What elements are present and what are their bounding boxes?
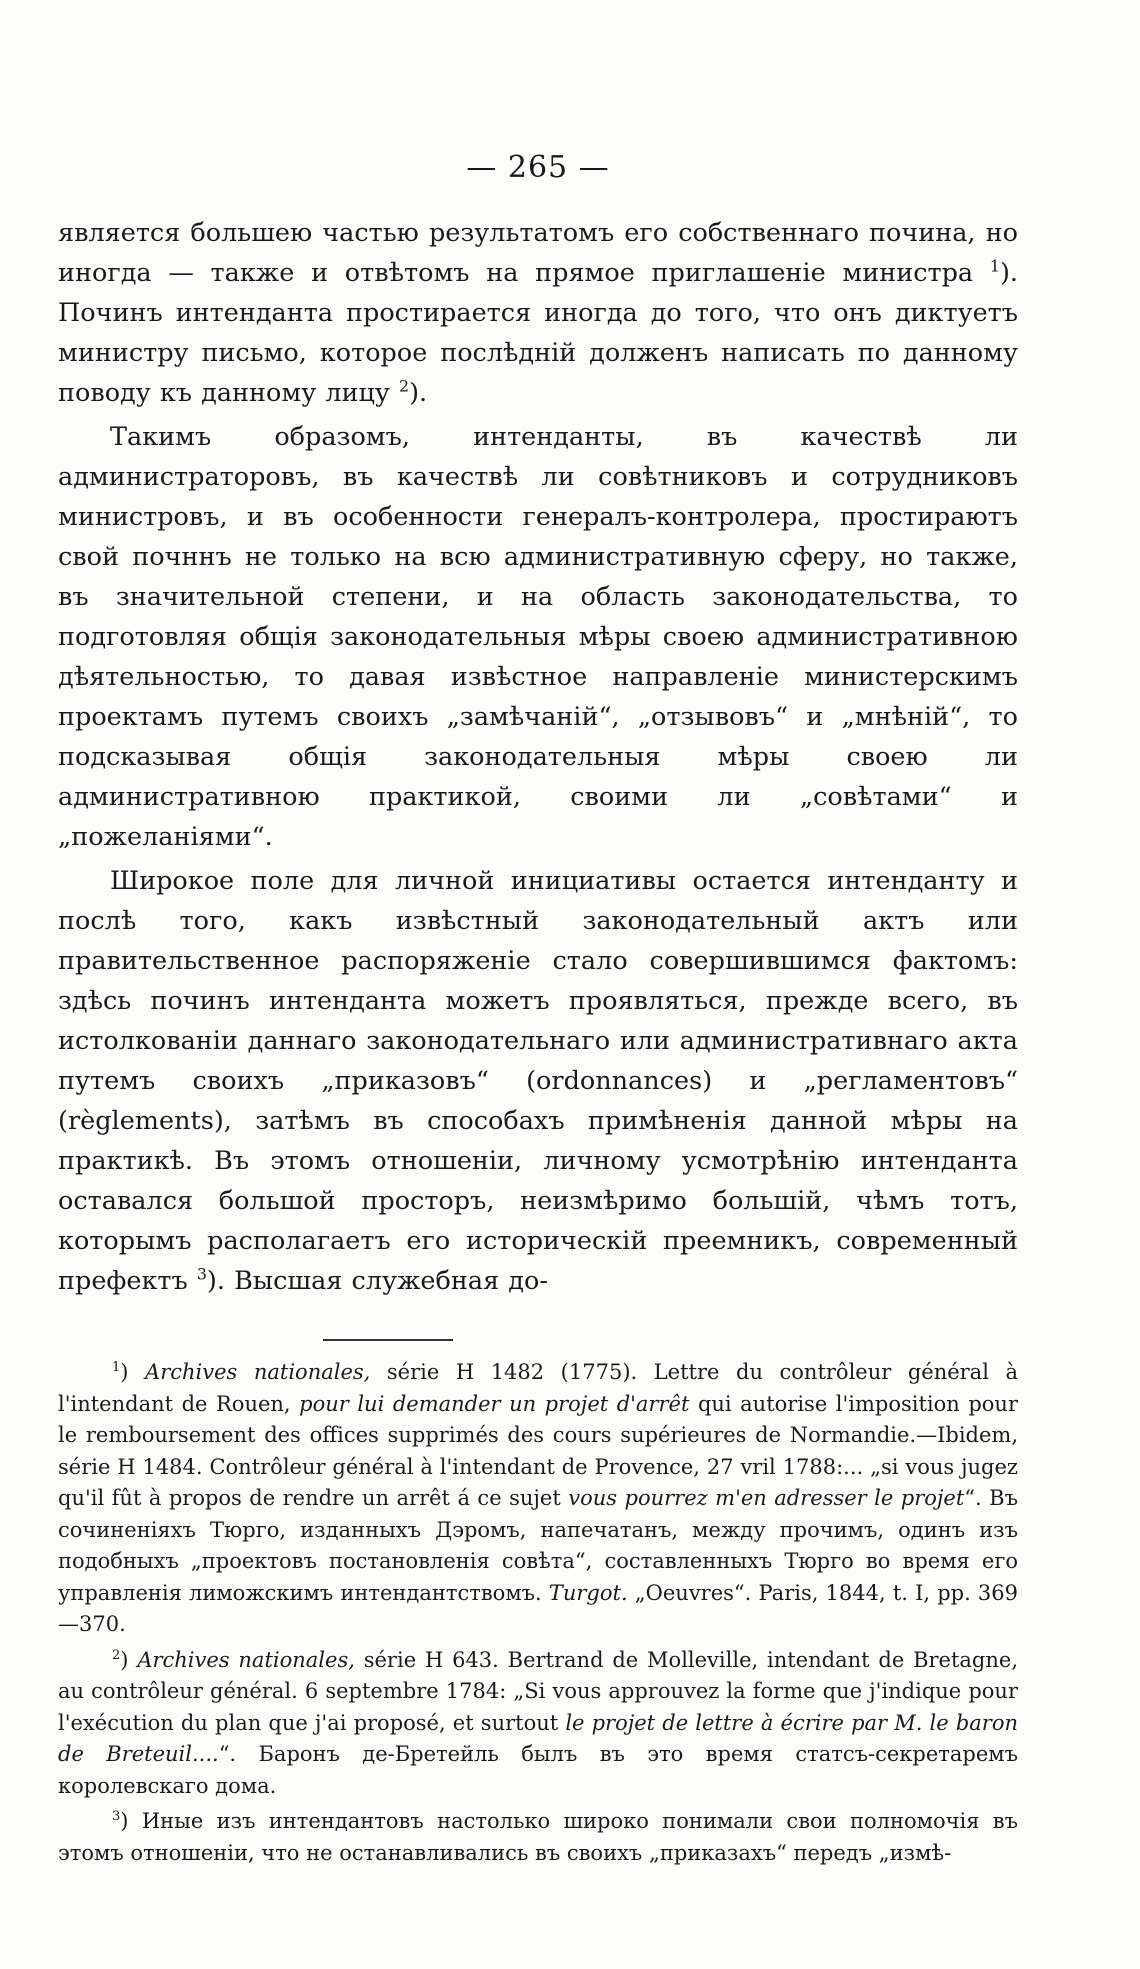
footnotes [58, 1357, 1018, 1869]
paragraph-1: является большею частью результатомъ его собственнаго почина, но иногда — также и отвѣтомъ на прямое приглашеніе министра $^1$). Починъ интенданта простирается иногда до того, что онъ диктуетъ министру письмо, которое послѣдній долженъ написать по данному поводу къ данному лицу $^2$). [58, 218, 1018, 408]
footnote-marker: 2 [112, 1647, 121, 1663]
book-page [58, 0, 1018, 1869]
footnote-ref-2: 2 [399, 376, 410, 396]
footnote-separator [323, 1339, 453, 1341]
footnote-marker: 3 [112, 1809, 121, 1824]
paragraph-2: Такимъ образомъ, интенданты, въ качествѣ ли администраторовъ, въ качествѣ ли совѣтниковъ и сотрудниковъ министровъ, и въ особенности генералъ-контролера, простираютъ свой почннъ не только на всю административную сферу, но также, въ значительной степени, и на область законодательства, то подготовляя общія законодательныя мѣры своею административною дѣятельностью, то давая извѣстное направленіе министерскимъ проектамъ путемъ своихъ „замѣчаній“, „отзывовъ“ и „мнѣній“, то подсказывая общія законодательныя мѣры своею ли административною практикой, своими ли „совѣтами“ и „пожеланіями“. [58, 422, 1018, 852]
footnote-3: $^3$) Иные изъ интендантовъ настолько широко понимали свои полномочія въ этомъ отношеніи, что не останавливались въ своихъ „приказахъ“ передъ „измѣ- [58, 1809, 1018, 1865]
main-text [58, 213, 1018, 1301]
footnote-1: $^1$) Archives nationales, série H 1482 (1775). Lettre du contrôleur général à l'intendant de Rouen, pour lui demander un projet d'arrêt qui autorise l'imposition pour le remboursement des offices supprimés des cours supérieures de Normandie.—Ibidem, série H 1484. Contrôleur général à l'intendant de Provence, 27 vril 1788:... „si vous jugez qu'il fût à propos de rendre un arrêt á ce sujet vous pourrez m'en adresser le projet“. Въ сочиненіяхъ Тюрго, изданныхъ Дэромъ, напечатанъ, между прочимъ, одинъ изъ подобныхъ „проектовъ постановленія совѣта“, составленныхъ Тюрго во время его управленія лиможскимъ интендантствомъ. Turgot. „Oeuvres“. Paris, 1844, t. I, pp. 369—370. [58, 1360, 1018, 1636]
footnote-ref-3: 3 [196, 1264, 207, 1284]
footnote-marker: 1 [112, 1360, 121, 1375]
page-number: — 265 — [466, 150, 610, 185]
footnote-2: $^2$) Archives nationales, série H 643. Bertrand de Molleville, intendant de Bretagne, au contrôleur général. 6 septembre 1784: „Si vous approuvez la forme que j'indique pour l'exécution du plan que j'ai proposé, et surtout le projet de lettre à écrire par M. le baron de Breteuil....“. Баронъ де-Бретейль былъ въ это время статсъ-секретаремъ королевскаго дома. [58, 1647, 1018, 1798]
footnote-ref-1: 1 [989, 256, 1000, 276]
paragraph-3: Широкое поле для личной инициативы остается интенданту и послѣ того, какъ извѣстный законодательный актъ или правительственное распоряженіе стало совершившимся фактомъ: здѣсь починъ интенданта можетъ проявляться, прежде всего, въ истолкованіи даннаго законодательнаго или административнаго акта путемъ своихъ „приказовъ“ (ordonnances) и „регламентовъ“ (règlements), затѣмъ въ способахъ примѣненія данной мѣры на практикѣ. Въ этомъ отношеніи, личному усмотрѣнію интенданта оставался большой просторъ, неизмѣримо большій, чѣмъ тотъ, которымъ располагаетъ его историческій преемникъ, современный префектъ $^3$). Высшая служебная до- [58, 866, 1018, 1296]
